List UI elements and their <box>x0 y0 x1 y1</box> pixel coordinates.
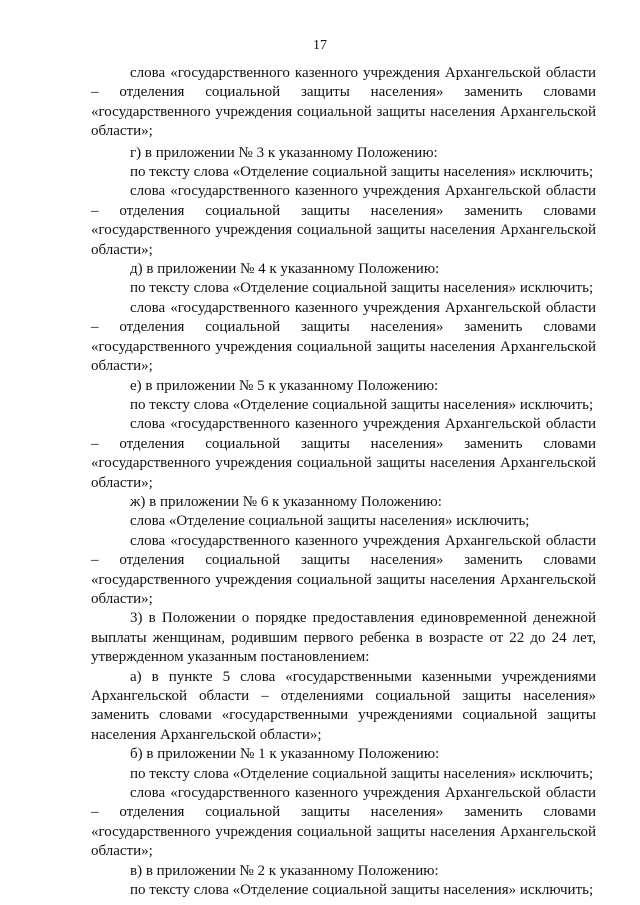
paragraph: слова «государственного казенного учреждения Архангельской области – отделения социальной защиты населения» заменить словами «государственного учреждения социальной защиты населения Архангельской области»; <box>91 416 596 491</box>
paragraph: слова «государственного казенного учреждения Архангельской области – отделения социальной защиты населения» заменить словами «государственного учреждения социальной защиты населения Архангельской области»; <box>91 532 596 607</box>
paragraph: слова «государственного казенного учреждения Архангельской области – отделения социальной защиты населения» заменить словами «государственного учреждения социальной защиты населения Архангельской области»; <box>91 65 596 140</box>
paragraph: в) в приложении № 2 к указанному Положению: <box>130 862 439 879</box>
paragraph: б) в приложении № 1 к указанному Положению: <box>130 746 440 763</box>
page-number: 17 <box>313 38 327 53</box>
paragraph: ж) в приложении № 6 к указанному Положению: <box>130 493 442 510</box>
paragraph: по тексту слова «Отделение социальной защиты населения» исключить; <box>130 164 594 181</box>
paragraph: слова «государственного казенного учреждения Архангельской области – отделения социальной защиты населения» заменить словами «государственного учреждения социальной защиты населения Архангельской области»; <box>91 785 596 860</box>
paragraph: слова «государственного казенного учреждения Архангельской области – отделения социальной защиты населения» заменить словами «государственного учреждения социальной защиты населения Архангельской области»; <box>91 299 596 375</box>
paragraph: 3) в Положении о порядке предоставления единовременной денежной выплаты женщинам, родившим первого ребенка в возрасте от 22 до 24 лет, утвержденном указанным постановлением: <box>91 610 596 666</box>
paragraph: е) в приложении № 5 к указанному Положению: <box>130 377 439 394</box>
paragraph: д) в приложении № 4 к указанному Положению: <box>130 261 440 278</box>
paragraph: по тексту слова «Отделение социальной защиты населения» исключить; <box>130 280 594 297</box>
document-body <box>91 64 596 900</box>
paragraph: слова «Отделение социальной защиты населения» исключить; <box>130 513 530 530</box>
paragraph: а) в пункте 5 слова «государственными казенными учреждениями Архангельской области – отделениями социальной защиты населения» заменить словами «государственными учреждениями социальной защиты населения Архангельской области»; <box>91 668 596 743</box>
paragraph: по тексту слова «Отделение социальной защиты населения» исключить; <box>130 396 594 413</box>
paragraph: по тексту слова «Отделение социальной защиты населения» исключить; <box>130 765 594 782</box>
paragraph: по тексту слова «Отделение социальной защиты населения» исключить; <box>130 882 594 899</box>
paragraph: г) в приложении № 3 к указанному Положению: <box>130 144 438 161</box>
paragraph: слова «государственного казенного учреждения Архангельской области – отделения социальной защиты населения» заменить словами «государственного учреждения социальной защиты населения Архангельской области»; <box>91 183 596 258</box>
